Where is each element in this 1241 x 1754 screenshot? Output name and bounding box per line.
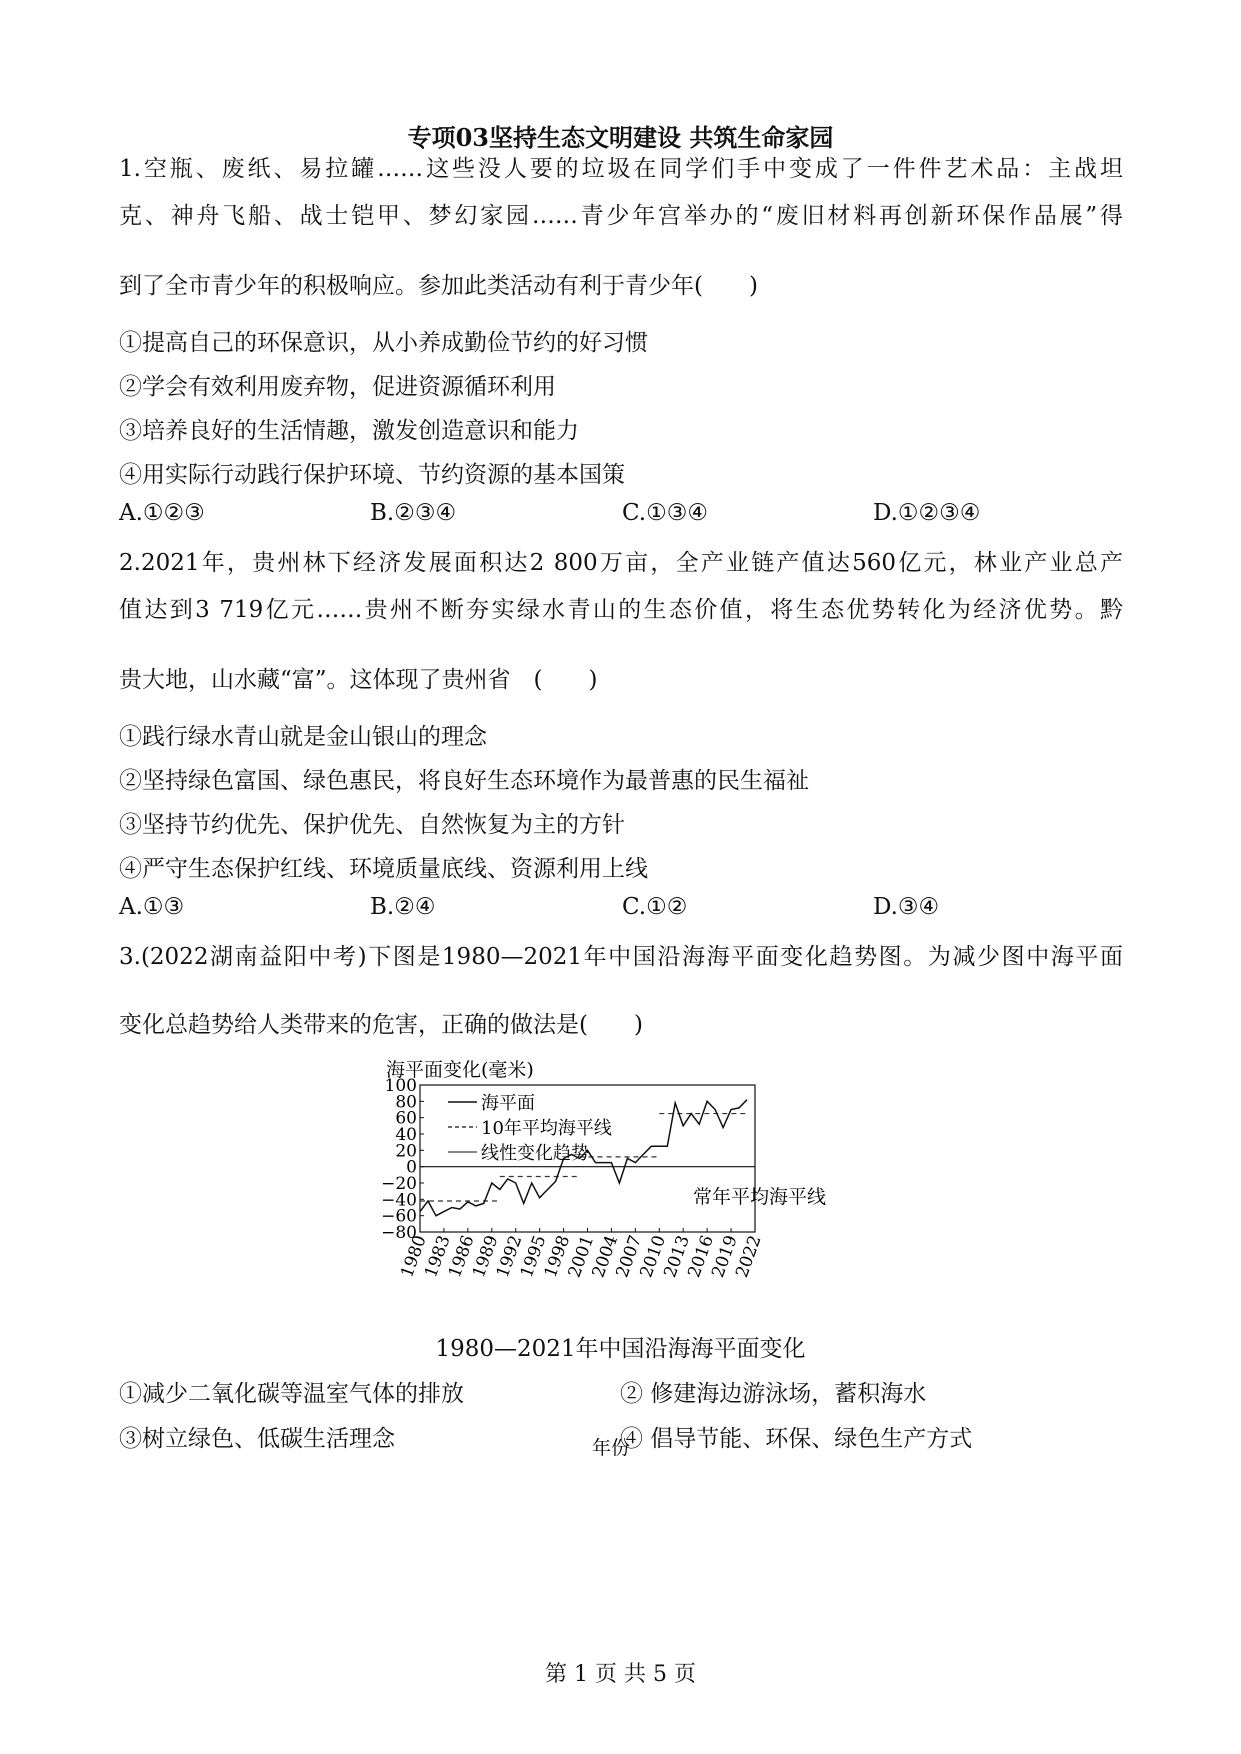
q2-option-a[interactable]: A.①③ <box>119 894 185 920</box>
x-tick-label: 1998 <box>540 1232 575 1281</box>
q2-item-2: ②坚持绿色富国、绿色惠民，将良好生态环境作为最普惠的民生福祉 <box>119 768 809 794</box>
q2-line-2: 值达到3 719亿元……贵州不断夯实绿水青山的生态价值，将生态优势转化为经济优势。黔 <box>119 597 1123 623</box>
x-tick-label: 1992 <box>492 1232 527 1281</box>
legend-linear-trend: 线性变化趋势 <box>481 1143 589 1164</box>
y-tick-label: −40 <box>381 1190 417 1211</box>
x-tick-label: 2004 <box>588 1232 623 1281</box>
x-tick-label: 2013 <box>660 1232 694 1281</box>
q2-item-4: ④严守生态保护红线、环境质量底线、资源利用上线 <box>119 856 648 882</box>
y-tick-label: 0 <box>406 1157 417 1178</box>
x-tick-label: 2022 <box>732 1232 766 1281</box>
q2-line-3: 贵大地，山水藏“富”。这体现了贵州省 ( ) <box>119 667 598 693</box>
q1-item-4: ④用实际行动践行保护环境、节约资源的基本国策 <box>119 462 625 488</box>
q1-item-1: ①提高自己的环保意识，从小养成勤俭节约的好习惯 <box>119 330 648 356</box>
x-tick-label: 1983 <box>421 1232 455 1281</box>
baseline-annotation: 常年平均海平线 <box>693 1186 827 1208</box>
q2-line-1: 2.2021年，贵州林下经济发展面积达2 800万亩，全产业链产值达560亿元，林业产业总产 <box>119 550 1123 576</box>
y-tick-label: 60 <box>395 1108 417 1129</box>
y-tick-label: −60 <box>381 1206 417 1227</box>
page-title: 专项03坚持生态文明建设 共筑生命家园 <box>407 123 834 152</box>
x-tick-label: 1989 <box>468 1232 503 1281</box>
q1-line-2: 克、神舟飞船、战士铠甲、梦幻家园……青少年宫举办的“废旧材料再创新环保作品展”得 <box>119 203 1123 229</box>
q2-item-3: ③坚持节约优先、保护优先、自然恢复为主的方针 <box>119 812 625 838</box>
q3-item-2: ② 修建海边游泳场，蓄积海水 <box>620 1381 927 1407</box>
x-tick-label: 1986 <box>444 1232 479 1281</box>
x-tick-label: 2010 <box>636 1232 670 1281</box>
q3-line-1: 3.(2022湖南益阳中考)下图是1980—2021年中国沿海海平面变化趋势图。为减少图中海平面 <box>119 944 1123 970</box>
q1-item-2: ②学会有效利用废弃物，促进资源循环利用 <box>119 374 556 400</box>
q2-option-c[interactable]: C.①② <box>622 894 688 920</box>
q1-option-b[interactable]: B.②③④ <box>370 500 457 526</box>
legend-10yr-average: 10年平均海平线 <box>481 1118 612 1139</box>
x-axis-label: 年份 <box>592 1437 631 1459</box>
y-tick-label: 40 <box>395 1125 417 1145</box>
q3-item-3: ③树立绿色、低碳生活理念 <box>119 1426 395 1452</box>
y-tick-label: −20 <box>381 1174 417 1194</box>
q1-line-3: 到了全市青少年的积极响应。参加此类活动有利于青少年( ) <box>119 273 758 299</box>
q1-option-c[interactable]: C.①③④ <box>622 500 708 526</box>
q3-item-1: ①减少二氧化碳等温室气体的排放 <box>119 1381 464 1407</box>
q1-option-a[interactable]: A.①②③ <box>119 500 205 526</box>
chart-caption: 1980—2021年中国沿海海平面变化 <box>435 1336 806 1362</box>
x-tick-label: 2016 <box>684 1232 718 1281</box>
y-axis-label: 海平面变化(毫米) <box>386 1059 534 1081</box>
q3-item-4: ④ 倡导节能、环保、绿色生产方式 <box>620 1426 973 1452</box>
q2-item-1: ①践行绿水青山就是金山银山的理念 <box>119 724 487 750</box>
y-tick-label: 100 <box>384 1076 417 1096</box>
x-tick-label: 1980 <box>397 1232 431 1281</box>
x-tick-label: 2001 <box>564 1232 599 1281</box>
x-tick-label: 1995 <box>516 1232 551 1281</box>
q1-line-1: 1.空瓶、废纸、易拉罐……这些没人要的垃圾在同学们手中变成了一件件艺术品：主战坦 <box>119 156 1123 182</box>
q2-option-d[interactable]: D.③④ <box>873 894 940 920</box>
x-tick-label: 2007 <box>612 1232 647 1281</box>
y-tick-label: −80 <box>381 1223 417 1243</box>
q3-line-2: 变化总趋势给人类带来的危害，正确的做法是( ) <box>119 1012 643 1038</box>
x-tick-label: 2019 <box>708 1232 742 1281</box>
q2-option-b[interactable]: B.②④ <box>370 894 436 920</box>
y-tick-label: 20 <box>395 1141 417 1162</box>
legend-sea-level: 海平面 <box>481 1093 535 1114</box>
q1-option-d[interactable]: D.①②③④ <box>873 500 981 526</box>
page-footer: 第 1 页 共 5 页 <box>545 1662 696 1687</box>
y-tick-label: 80 <box>395 1092 417 1113</box>
q1-item-3: ③培养良好的生活情趣，激发创造意识和能力 <box>119 418 579 444</box>
